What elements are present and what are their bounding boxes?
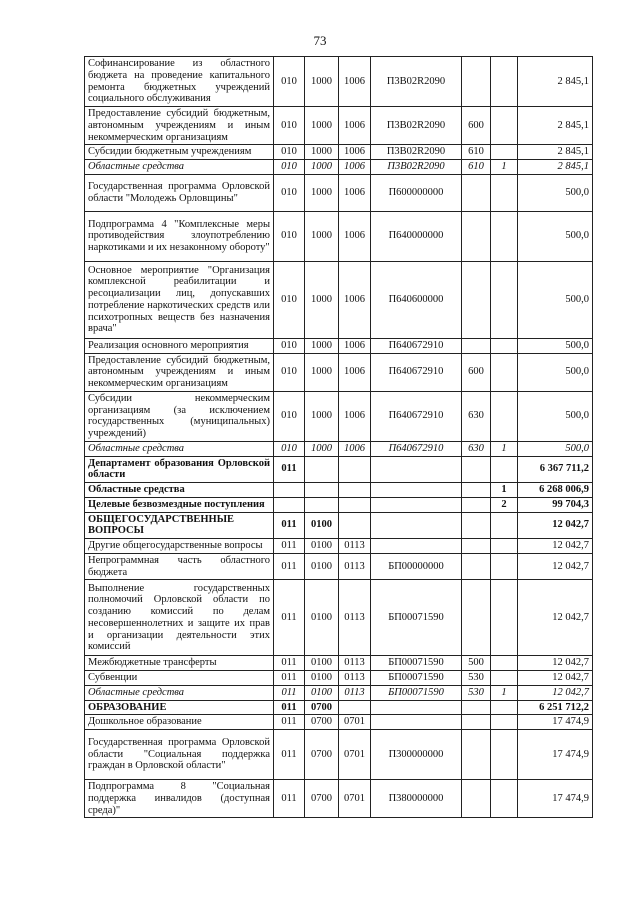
amount: 500,0: [518, 174, 593, 211]
row-name: Предоставление субсидий бюджетным, автономным учреждениям и иным некоммерческим организациям: [85, 353, 274, 391]
expense-type-code: [462, 512, 491, 539]
row-name: Субсидии бюджетным учреждениям: [85, 145, 274, 160]
ministry-code: 010: [274, 145, 305, 160]
target-article-code: БП00071590: [371, 671, 462, 686]
amount: 12 042,7: [518, 553, 593, 580]
table-row: [85, 160, 593, 175]
ministry-code: 011: [274, 580, 305, 656]
amount: 12 042,7: [518, 671, 593, 686]
subsection-code: [339, 456, 371, 483]
expense-type-code: [462, 553, 491, 580]
expense-type-code: 610: [462, 145, 491, 160]
section-code: 1000: [305, 441, 339, 456]
ministry-code: [274, 497, 305, 512]
ministry-code: 011: [274, 656, 305, 671]
subsection-code: 0113: [339, 671, 371, 686]
table-row: [85, 441, 593, 456]
row-name: Субсидии некоммерческим организациям (за исключением государственных (муниципальных) учреждений): [85, 391, 274, 441]
amount: 12 042,7: [518, 685, 593, 700]
section-code: [305, 456, 339, 483]
funding-source-code: [491, 391, 518, 441]
section-code: 1000: [305, 145, 339, 160]
section-code: [305, 483, 339, 498]
funding-source-code: [491, 107, 518, 145]
section-code: 0100: [305, 656, 339, 671]
section-code: 1000: [305, 160, 339, 175]
amount: 2 845,1: [518, 107, 593, 145]
amount: 6 251 712,2: [518, 700, 593, 715]
expense-type-code: 530: [462, 685, 491, 700]
section-code: 1000: [305, 211, 339, 261]
target-article-code: П3В02R2090: [371, 107, 462, 145]
table-row: [85, 539, 593, 554]
expense-type-code: [462, 338, 491, 353]
target-article-code: П640672910: [371, 391, 462, 441]
target-article-code: БП00071590: [371, 685, 462, 700]
row-name: Департамент образования Орловской области: [85, 456, 274, 483]
subsection-code: 0701: [339, 730, 371, 780]
expense-type-code: [462, 57, 491, 107]
amount: 17 474,9: [518, 730, 593, 780]
funding-source-code: 1: [491, 160, 518, 175]
subsection-code: 0113: [339, 580, 371, 656]
section-code: 0100: [305, 671, 339, 686]
ministry-code: 010: [274, 107, 305, 145]
funding-source-code: [491, 261, 518, 338]
subsection-code: [339, 483, 371, 498]
funding-source-code: [491, 353, 518, 391]
ministry-code: 010: [274, 174, 305, 211]
table-row: [85, 456, 593, 483]
section-code: 0700: [305, 780, 339, 818]
row-name: Основное мероприятие "Организация комплексной реабилитации и ресоциализации лиц, допускавших потребление наркотических средств или психотропных веществ без назначения врача": [85, 261, 274, 338]
funding-source-code: [491, 780, 518, 818]
target-article-code: БП00000000: [371, 553, 462, 580]
row-name: Подпрограмма 4 "Комплексные меры противодействия злоупотреблению наркотиками и их незаконному обороту": [85, 211, 274, 261]
amount: 12 042,7: [518, 539, 593, 554]
expense-type-code: [462, 730, 491, 780]
row-name: Дошкольное образование: [85, 715, 274, 730]
subsection-code: 1006: [339, 391, 371, 441]
target-article-code: [371, 700, 462, 715]
table-row: [85, 580, 593, 656]
ministry-code: 011: [274, 539, 305, 554]
expense-type-code: [462, 580, 491, 656]
section-code: 0100: [305, 553, 339, 580]
section-code: 0100: [305, 685, 339, 700]
row-name: Областные средства: [85, 483, 274, 498]
table-row: [85, 174, 593, 211]
table-row: [85, 353, 593, 391]
target-article-code: П640600000: [371, 261, 462, 338]
table-row: [85, 671, 593, 686]
section-code: 0700: [305, 730, 339, 780]
subsection-code: 0113: [339, 685, 371, 700]
amount: 12 042,7: [518, 512, 593, 539]
target-article-code: П640672910: [371, 353, 462, 391]
target-article-code: [371, 715, 462, 730]
amount: 6 367 711,2: [518, 456, 593, 483]
section-code: 1000: [305, 391, 339, 441]
section-code: 1000: [305, 338, 339, 353]
table-row: [85, 483, 593, 498]
expense-type-code: [462, 780, 491, 818]
section-code: 0100: [305, 539, 339, 554]
ministry-code: 011: [274, 715, 305, 730]
ministry-code: 011: [274, 685, 305, 700]
table-row: [85, 656, 593, 671]
ministry-code: 010: [274, 261, 305, 338]
expense-type-code: 630: [462, 391, 491, 441]
expense-type-code: [462, 700, 491, 715]
subsection-code: 1006: [339, 441, 371, 456]
row-name: Областные средства: [85, 160, 274, 175]
row-name: Целевые безвозмездные поступления: [85, 497, 274, 512]
subsection-code: 1006: [339, 211, 371, 261]
subsection-code: 1006: [339, 353, 371, 391]
ministry-code: 011: [274, 456, 305, 483]
row-name: Софинансирование из областного бюджета на проведение капитального ремонта бюджетных учреждений социального обслуживания: [85, 57, 274, 107]
target-article-code: П3В02R2090: [371, 160, 462, 175]
ministry-code: 011: [274, 512, 305, 539]
subsection-code: [339, 512, 371, 539]
table-row: [85, 730, 593, 780]
section-code: 0700: [305, 700, 339, 715]
ministry-code: 011: [274, 671, 305, 686]
amount: 500,0: [518, 353, 593, 391]
ministry-code: 011: [274, 730, 305, 780]
amount: 12 042,7: [518, 580, 593, 656]
expense-type-code: 600: [462, 353, 491, 391]
subsection-code: 1006: [339, 174, 371, 211]
table-row: [85, 497, 593, 512]
target-article-code: [371, 512, 462, 539]
target-article-code: П640672910: [371, 441, 462, 456]
amount: 99 704,3: [518, 497, 593, 512]
ministry-code: 010: [274, 353, 305, 391]
row-name: ОБРАЗОВАНИЕ: [85, 700, 274, 715]
funding-source-code: [491, 174, 518, 211]
row-name: Непрограммная часть областного бюджета: [85, 553, 274, 580]
page-number: 73: [313, 33, 327, 48]
expense-type-code: [462, 539, 491, 554]
funding-source-code: 1: [491, 685, 518, 700]
amount: 500,0: [518, 211, 593, 261]
row-name: Областные средства: [85, 685, 274, 700]
row-name: Предоставление субсидий бюджетным, автономным учреждениям и иным некоммерческим организациям: [85, 107, 274, 145]
table-row: [85, 700, 593, 715]
row-name: Реализация основного мероприятия: [85, 338, 274, 353]
row-name: Другие общегосударственные вопросы: [85, 539, 274, 554]
amount: 2 845,1: [518, 57, 593, 107]
subsection-code: 1006: [339, 107, 371, 145]
subsection-code: 1006: [339, 57, 371, 107]
amount: 500,0: [518, 261, 593, 338]
target-article-code: [371, 497, 462, 512]
table-row: [85, 338, 593, 353]
row-name: Областные средства: [85, 441, 274, 456]
table-row: [85, 715, 593, 730]
amount: 500,0: [518, 338, 593, 353]
row-name: Субвенции: [85, 671, 274, 686]
ministry-code: 011: [274, 553, 305, 580]
target-article-code: П600000000: [371, 174, 462, 211]
target-article-code: П640672910: [371, 338, 462, 353]
row-name: Межбюджетные трансферты: [85, 656, 274, 671]
ministry-code: 010: [274, 338, 305, 353]
expense-type-code: [462, 261, 491, 338]
section-code: 0100: [305, 512, 339, 539]
funding-source-code: [491, 338, 518, 353]
budget-table: [84, 56, 593, 818]
target-article-code: [371, 456, 462, 483]
row-name: Выполнение государственных полномочий Орловской области по созданию комиссий по делам несовершеннолетних и защите их прав и организации деятельности этих комиссий: [85, 580, 274, 656]
subsection-code: 0701: [339, 780, 371, 818]
funding-source-code: [491, 656, 518, 671]
subsection-code: 0701: [339, 715, 371, 730]
funding-source-code: [491, 671, 518, 686]
funding-source-code: [491, 700, 518, 715]
row-name: Подпрограмма 8 "Социальная поддержка инвалидов (доступная среда)": [85, 780, 274, 818]
table-row: [85, 107, 593, 145]
funding-source-code: [491, 715, 518, 730]
funding-source-code: [491, 553, 518, 580]
target-article-code: БП00071590: [371, 580, 462, 656]
ministry-code: 010: [274, 441, 305, 456]
section-code: [305, 497, 339, 512]
ministry-code: 011: [274, 780, 305, 818]
section-code: 1000: [305, 174, 339, 211]
expense-type-code: 600: [462, 107, 491, 145]
funding-source-code: [491, 580, 518, 656]
table-row: [85, 553, 593, 580]
ministry-code: 010: [274, 211, 305, 261]
expense-type-code: [462, 497, 491, 512]
target-article-code: П300000000: [371, 730, 462, 780]
subsection-code: 0113: [339, 553, 371, 580]
expense-type-code: [462, 483, 491, 498]
table-row: [85, 211, 593, 261]
expense-type-code: [462, 211, 491, 261]
row-name: Государственная программа Орловской области "Молодежь Орловщины": [85, 174, 274, 211]
subsection-code: 1006: [339, 261, 371, 338]
section-code: 1000: [305, 107, 339, 145]
section-code: 1000: [305, 261, 339, 338]
funding-source-code: [491, 145, 518, 160]
funding-source-code: [491, 57, 518, 107]
row-name: ОБЩЕГОСУДАРСТВЕННЫЕ ВОПРОСЫ: [85, 512, 274, 539]
funding-source-code: 1: [491, 441, 518, 456]
funding-source-code: [491, 456, 518, 483]
table-row: [85, 685, 593, 700]
funding-source-code: [491, 211, 518, 261]
ministry-code: [274, 483, 305, 498]
ministry-code: 011: [274, 700, 305, 715]
expense-type-code: 500: [462, 656, 491, 671]
funding-source-code: [491, 730, 518, 780]
subsection-code: 0113: [339, 539, 371, 554]
target-article-code: [371, 483, 462, 498]
amount: 2 845,1: [518, 145, 593, 160]
expense-type-code: 610: [462, 160, 491, 175]
subsection-code: 0113: [339, 656, 371, 671]
amount: 17 474,9: [518, 780, 593, 818]
subsection-code: [339, 497, 371, 512]
funding-source-code: 2: [491, 497, 518, 512]
target-article-code: П640000000: [371, 211, 462, 261]
expense-type-code: 630: [462, 441, 491, 456]
expense-type-code: [462, 715, 491, 730]
section-code: 0700: [305, 715, 339, 730]
subsection-code: 1006: [339, 145, 371, 160]
subsection-code: 1006: [339, 338, 371, 353]
funding-source-code: [491, 512, 518, 539]
table-row: [85, 57, 593, 107]
row-name: Государственная программа Орловской области "Социальная поддержка граждан в Орловской области": [85, 730, 274, 780]
section-code: 1000: [305, 353, 339, 391]
subsection-code: [339, 700, 371, 715]
funding-source-code: 1: [491, 483, 518, 498]
ministry-code: 010: [274, 160, 305, 175]
amount: 500,0: [518, 441, 593, 456]
section-code: 0100: [305, 580, 339, 656]
table-row: [85, 512, 593, 539]
target-article-code: [371, 539, 462, 554]
amount: 17 474,9: [518, 715, 593, 730]
expense-type-code: [462, 456, 491, 483]
target-article-code: П380000000: [371, 780, 462, 818]
expense-type-code: 530: [462, 671, 491, 686]
section-code: 1000: [305, 57, 339, 107]
expense-type-code: [462, 174, 491, 211]
amount: 6 268 006,9: [518, 483, 593, 498]
subsection-code: 1006: [339, 160, 371, 175]
table-row: [85, 391, 593, 441]
ministry-code: 010: [274, 57, 305, 107]
target-article-code: П3В02R2090: [371, 57, 462, 107]
table-row: [85, 261, 593, 338]
target-article-code: П3В02R2090: [371, 145, 462, 160]
funding-source-code: [491, 539, 518, 554]
amount: 12 042,7: [518, 656, 593, 671]
table-row: [85, 780, 593, 818]
table-row: [85, 145, 593, 160]
amount: 2 845,1: [518, 160, 593, 175]
amount: 500,0: [518, 391, 593, 441]
ministry-code: 010: [274, 391, 305, 441]
target-article-code: БП00071590: [371, 656, 462, 671]
